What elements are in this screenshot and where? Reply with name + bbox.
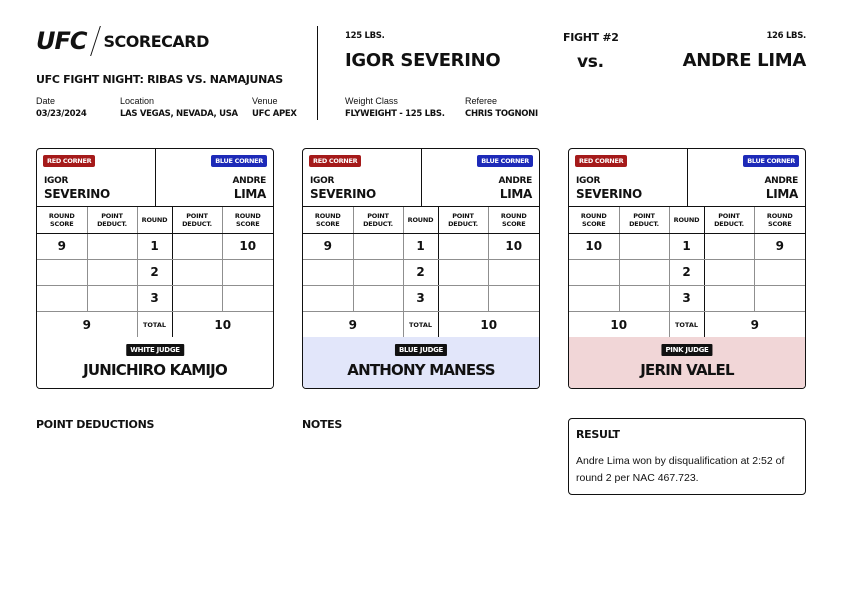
red-point-deduct-header: POINT DEDUCT. xyxy=(619,207,669,233)
vs-label: vs. xyxy=(577,52,604,72)
round-row xyxy=(569,233,805,259)
red-first-name: IGOR xyxy=(44,176,69,186)
weight-class-value: FLYWEIGHT - 125 LBS. xyxy=(345,109,445,119)
red-round-score xyxy=(303,285,353,311)
round-number: 1 xyxy=(137,233,172,259)
round-number: 1 xyxy=(669,233,704,259)
logo-divider xyxy=(90,26,101,56)
red-fighter-weight: 125 LBS. xyxy=(345,31,385,41)
red-round-score-header: ROUND SCORE xyxy=(37,207,87,233)
round-row xyxy=(37,233,273,259)
blue-corner-badge: BLUE CORNER xyxy=(211,155,267,167)
red-point-deduct-header: POINT DEDUCT. xyxy=(87,207,137,233)
blue-point-deduct-header: POINT DEDUCT. xyxy=(172,207,222,233)
ufc-logo xyxy=(36,26,209,56)
score-table xyxy=(37,207,273,339)
red-corner-badge: RED CORNER xyxy=(575,155,627,167)
judge-footer xyxy=(37,337,273,389)
blue-point-deduct xyxy=(438,233,488,259)
venue-label: Venue xyxy=(252,96,278,106)
blue-point-deduct xyxy=(172,233,222,259)
red-last-name: SEVERINO xyxy=(44,187,110,201)
blue-fighter-name: ANDRE LIMA xyxy=(682,50,806,71)
red-total-score: 9 xyxy=(37,311,137,338)
result-box xyxy=(568,418,806,495)
round-number: 3 xyxy=(669,285,704,311)
total-row xyxy=(303,311,539,338)
red-first-name: IGOR xyxy=(310,176,335,186)
red-point-deduct xyxy=(619,233,669,259)
red-first-name: IGOR xyxy=(576,176,601,186)
blue-point-deduct-header: POINT DEDUCT. xyxy=(438,207,488,233)
score-table xyxy=(303,207,539,339)
score-header-row xyxy=(303,207,539,233)
round-number: 3 xyxy=(137,285,172,311)
weight-class-label: Weight Class xyxy=(345,96,398,106)
red-total-score: 10 xyxy=(569,311,669,338)
round-header: ROUND xyxy=(669,207,704,233)
logo-wordmark: UFC xyxy=(36,27,87,55)
red-corner-badge: RED CORNER xyxy=(309,155,361,167)
blue-point-deduct xyxy=(438,259,488,285)
red-point-deduct xyxy=(87,233,137,259)
result-text: Andre Lima won by disqualification at 2:52 of round 2 per NAC 467.723. xyxy=(576,455,785,484)
red-last-name: SEVERINO xyxy=(576,187,642,201)
round-number: 2 xyxy=(137,259,172,285)
blue-corner-badge: BLUE CORNER xyxy=(743,155,799,167)
judge-footer xyxy=(569,337,805,389)
blue-round-score xyxy=(488,285,539,311)
round-row xyxy=(37,259,273,285)
blue-point-deduct-header: POINT DEDUCT. xyxy=(704,207,754,233)
result-heading: RESULT xyxy=(576,428,620,441)
score-header-row xyxy=(569,207,805,233)
round-row xyxy=(37,285,273,311)
blue-first-name: ANDRE xyxy=(498,176,532,186)
judge-scorecard xyxy=(302,148,540,389)
location-value: LAS VEGAS, NEVADA, USA xyxy=(120,109,238,119)
total-row xyxy=(37,311,273,338)
blue-round-score-header: ROUND SCORE xyxy=(488,207,539,233)
blue-round-score xyxy=(754,259,805,285)
round-header: ROUND xyxy=(403,207,438,233)
blue-round-score: 10 xyxy=(222,233,273,259)
event-name: UFC FIGHT NIGHT: RIBAS VS. NAMAJUNAS xyxy=(36,73,283,86)
blue-total-score: 10 xyxy=(172,311,273,338)
red-round-score-header: ROUND SCORE xyxy=(303,207,353,233)
round-row xyxy=(303,259,539,285)
judge-color-badge: BLUE JUDGE xyxy=(395,344,447,356)
red-point-deduct xyxy=(619,285,669,311)
round-number: 2 xyxy=(403,259,438,285)
red-round-score xyxy=(37,285,87,311)
red-round-score xyxy=(37,259,87,285)
judge-name: JUNICHIRO KAMIJO xyxy=(83,361,227,379)
red-point-deduct xyxy=(619,259,669,285)
red-round-score xyxy=(303,259,353,285)
red-round-score: 10 xyxy=(569,233,619,259)
judge-footer xyxy=(303,337,539,389)
blue-total-score: 9 xyxy=(704,311,805,338)
red-round-score xyxy=(569,259,619,285)
blue-point-deduct xyxy=(704,233,754,259)
corner-header xyxy=(37,149,273,207)
blue-corner-badge: BLUE CORNER xyxy=(477,155,533,167)
document-title: SCORECARD xyxy=(103,31,209,51)
header-divider xyxy=(317,26,318,120)
blue-point-deduct xyxy=(704,285,754,311)
corner-header xyxy=(303,149,539,207)
score-header-row xyxy=(37,207,273,233)
red-fighter-name: IGOR SEVERINO xyxy=(345,50,501,71)
round-number: 3 xyxy=(403,285,438,311)
score-table xyxy=(569,207,805,339)
round-row xyxy=(303,233,539,259)
blue-round-score-header: ROUND SCORE xyxy=(222,207,273,233)
corner-divider xyxy=(421,149,422,207)
blue-last-name: LIMA xyxy=(765,187,798,201)
round-row xyxy=(303,285,539,311)
red-corner-badge: RED CORNER xyxy=(43,155,95,167)
blue-round-score xyxy=(222,285,273,311)
blue-total-score: 10 xyxy=(438,311,539,338)
judge-color-badge: PINK JUDGE xyxy=(661,344,712,356)
red-total-score: 9 xyxy=(303,311,403,338)
red-point-deduct xyxy=(353,259,403,285)
blue-round-score xyxy=(754,285,805,311)
location-label: Location xyxy=(120,96,155,106)
red-point-deduct xyxy=(353,233,403,259)
total-row xyxy=(569,311,805,338)
judge-name: JERIN VALEL xyxy=(640,361,734,379)
blue-round-score: 9 xyxy=(754,233,805,259)
fight-number: FIGHT #2 xyxy=(563,31,619,44)
round-row xyxy=(569,285,805,311)
blue-point-deduct xyxy=(172,285,222,311)
red-round-score-header: ROUND SCORE xyxy=(569,207,619,233)
judge-scorecard xyxy=(36,148,274,389)
referee-label: Referee xyxy=(465,96,498,106)
referee-value: CHRIS TOGNONI xyxy=(465,109,538,119)
judge-name: ANTHONY MANESS xyxy=(347,361,495,379)
red-round-score: 9 xyxy=(37,233,87,259)
judge-scorecard xyxy=(568,148,806,389)
red-point-deduct xyxy=(87,259,137,285)
corner-divider xyxy=(155,149,156,207)
round-row xyxy=(569,259,805,285)
corner-header xyxy=(569,149,805,207)
judge-color-badge: WHITE JUDGE xyxy=(126,344,184,356)
red-last-name: SEVERINO xyxy=(310,187,376,201)
round-number: 2 xyxy=(669,259,704,285)
corner-divider xyxy=(687,149,688,207)
total-label: TOTAL xyxy=(403,311,438,338)
total-label: TOTAL xyxy=(669,311,704,338)
red-point-deduct-header: POINT DEDUCT. xyxy=(353,207,403,233)
blue-first-name: ANDRE xyxy=(232,176,266,186)
total-label: TOTAL xyxy=(137,311,172,338)
red-round-score: 9 xyxy=(303,233,353,259)
blue-round-score xyxy=(222,259,273,285)
venue-value: UFC APEX xyxy=(252,109,297,119)
red-point-deduct xyxy=(353,285,403,311)
red-point-deduct xyxy=(87,285,137,311)
blue-round-score-header: ROUND SCORE xyxy=(754,207,805,233)
red-round-score xyxy=(569,285,619,311)
point-deductions-heading: POINT DEDUCTIONS xyxy=(36,418,155,431)
blue-point-deduct xyxy=(172,259,222,285)
blue-first-name: ANDRE xyxy=(764,176,798,186)
date-label: Date xyxy=(36,96,56,106)
blue-last-name: LIMA xyxy=(499,187,532,201)
blue-round-score xyxy=(488,259,539,285)
date-value: 03/23/2024 xyxy=(36,109,87,119)
round-header: ROUND xyxy=(137,207,172,233)
blue-round-score: 10 xyxy=(488,233,539,259)
blue-last-name: LIMA xyxy=(233,187,266,201)
notes-heading: NOTES xyxy=(302,418,342,431)
round-number: 1 xyxy=(403,233,438,259)
blue-point-deduct xyxy=(704,259,754,285)
blue-point-deduct xyxy=(438,285,488,311)
blue-fighter-weight: 126 LBS. xyxy=(766,31,806,41)
